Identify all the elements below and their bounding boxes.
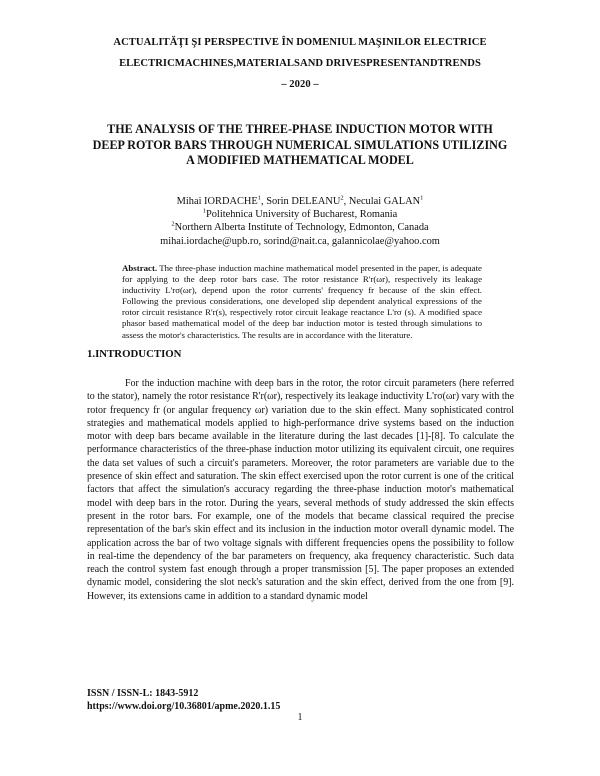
author-2: Sorin DELEANU <box>266 196 341 207</box>
affiliation-1: $^1$Politehnica University of Bucharest, Romania <box>202 207 398 220</box>
author-1: Mihai IORDACHE <box>176 196 258 207</box>
author-emails: mihai.iordache@upb.ro, sorind@nait.ca, galannicolae@yahoo.com <box>160 236 440 247</box>
introduction-paragraph: For the induction machine with deep bars in the rotor, the rotor circuit parameters (here referred to the stator), namely the rotor resistance R'r(ωr), respectively its leakage inductivity L'rσ(ωr) vary with the rotor frequency fr (or angular frequency ωr) variation due to the skin effect. Many sophisticated control strategies and mathematical models applied to high-performance drive systems based on the induction motor with deep bars became available in the literature during the last decades [1]-[8]. To calculate the performance characteristics of the three-phase induction motor utilizing its equivalent circuit, one requires the data set values of such a circuit's parameters. Moreover, the rotor parameters are variable due to the presence of skin effect and saturation. The skin effect exercised upon the rotor current is one of the critical factors that affect the simulation's accuracy regarding the three-phase induction motor's mathematical model with deep bars in the rotor. During the years, several methods of study addressed the skin effects present in the rotor bars. For example, one of the models that became classical required the precise representation of the bar's skin effect and its inclusion in the induction motor overall dynamic model. The application across the bar of two voltage signals with different frequencies opens the possibility to follow in real-time the dependency of the bar parameters on frequency, aka frequency characteristic. Such data reach the control system fast enough through a proper transmission [5]. The paper proposes an extended dynamic model, considering the slot neck's saturation and the skin effect, derived from the one from [9]. However, its extensions came in addition to a standard dynamic model <box>87 378 514 602</box>
abstract-label: Abstract. <box>122 263 158 273</box>
affiliation-2: $^2$Northern Alberta Institute of Technology, Edmonton, Canada <box>171 220 429 233</box>
author-3: Neculai GALAN <box>348 196 421 207</box>
author-list: Mihai IORDACHE$^1$, Sorin DELEANU$^2$, Neculai GALAN$^1$ <box>176 194 424 207</box>
journal-header-line-2: ELECTRICMACHINES,MATERIALSAND DRIVESPRESENTANDTRENDS <box>119 58 481 69</box>
issn: ISSN / ISSN-L: 1843-5912 <box>87 688 199 699</box>
abstract-text: The three-phase induction machine mathematical model presented in the paper, is adequate for applying to the deep rotor bars case. The rotor resistance R'r(ωr), respectively its leakage inductivity L'rσ(ωr), depend upon the rotor currents' frequency fr because of the skin effect. Following the previous considerations, one developed slip dependent analytical expressions of the rotor circuit resistance R'r(s), respectively rotor circuit leakage reactance L'rσ (s). A modified space phasor based mathematical model of the deep bar induction motor is tested through simulations to assess the motor's characteristics. The results are in accordance with the literature. <box>122 263 482 340</box>
journal-header-line-1: ACTUALITĂŢI ŞI PERSPECTIVE ÎN DOMENIUL MAŞINILOR ELECTRICE <box>113 37 487 48</box>
section-heading-introduction: 1.INTRODUCTION <box>87 348 182 360</box>
journal-header-year: – 2020 – <box>281 79 319 90</box>
abstract <box>122 263 482 341</box>
doi-link[interactable]: https://www.doi.org/10.36801/apme.2020.1.15 <box>87 701 281 712</box>
paper-title: THE ANALYSIS OF THE THREE-PHASE INDUCTION MOTOR WITH DEEP ROTOR BARS THROUGH NUMERICAL SIMULATIONS UTILIZING A MODIFIED MATHEMATICAL MODEL <box>92 122 508 167</box>
page-number: 1 <box>297 712 303 723</box>
